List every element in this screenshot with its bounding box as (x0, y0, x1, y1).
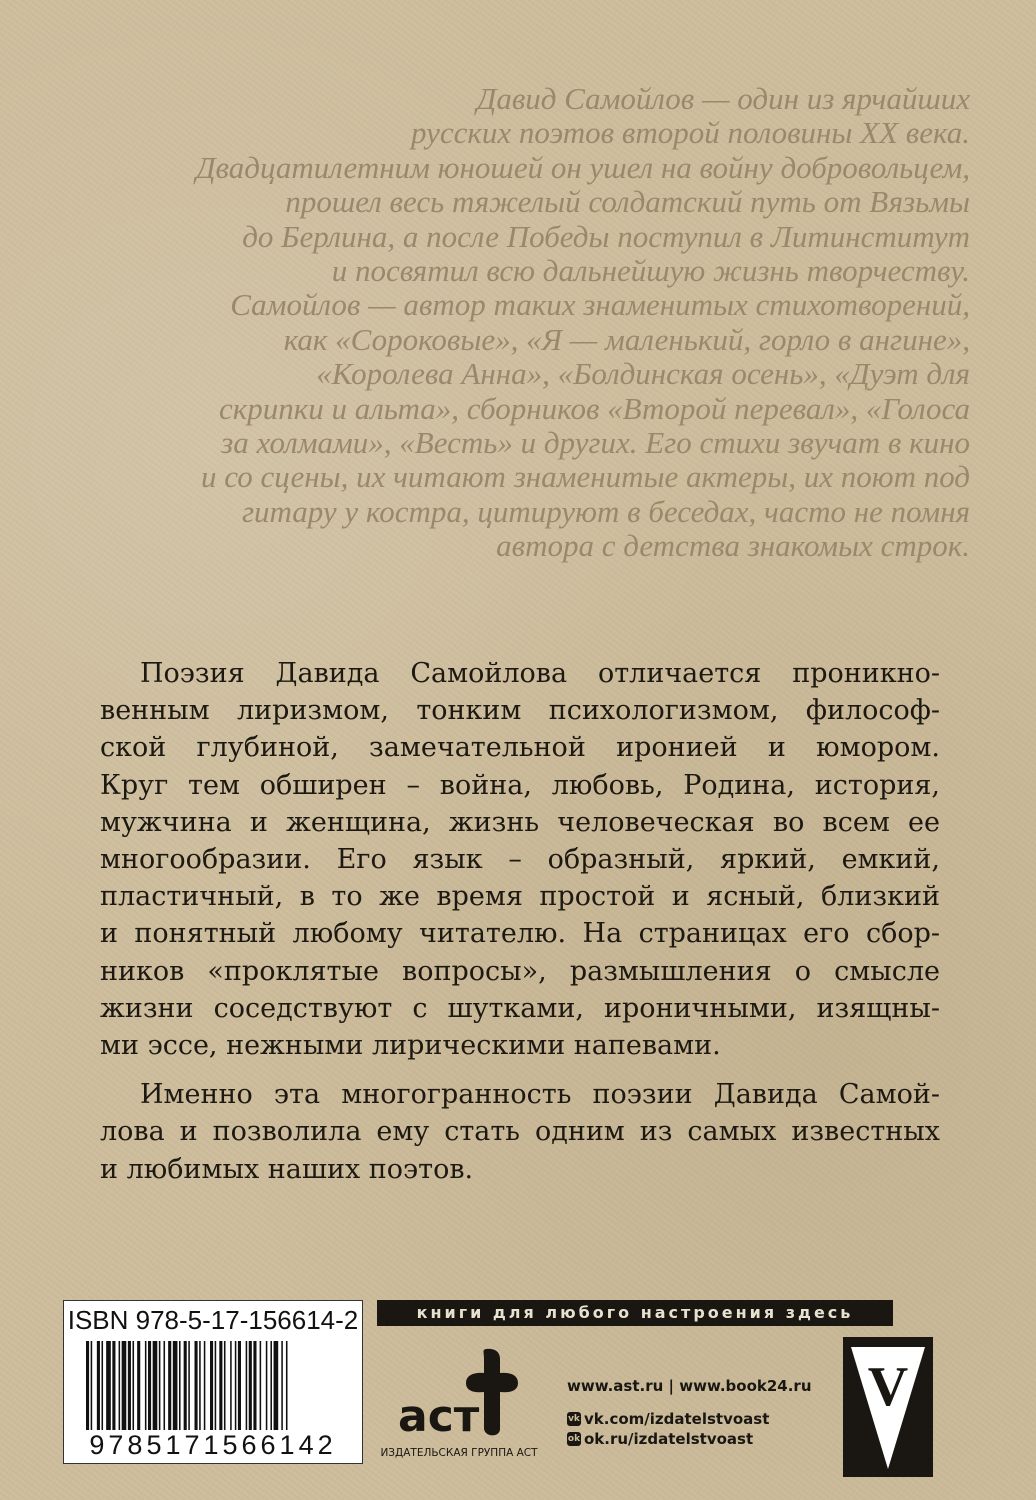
text-line: жизни соседствуют с шутками, ироничными, изящны- (100, 992, 940, 1024)
barcode-bar (153, 1341, 158, 1431)
barcode-bar (215, 1341, 217, 1431)
blurb-line: Самойлов — автор таких знаменитых стихотворений, (230, 287, 970, 323)
blurb-line: Двадцатилетним юношей он ушел на войну добровольцем, (195, 149, 970, 185)
description-text (100, 655, 940, 1188)
blurb-line: до Берлина, а после Победы поступил в Литинститут (242, 218, 970, 254)
blurb-line: «Королева Анна», «Болдинская осень», «Дуэт для (316, 356, 970, 392)
barcode-bar (106, 1341, 111, 1431)
barcode-bar (97, 1341, 100, 1431)
barcode-bar (91, 1341, 93, 1431)
barcode-bar (230, 1341, 232, 1431)
publisher-name: ИЗДАТЕЛЬСКАЯ ГРУППА АСТ (380, 1447, 538, 1459)
barcode-bar (112, 1341, 115, 1431)
isbn-label: ISBN 978-5-17-156614-2 (67, 1305, 359, 1335)
vk-url: vk.com/izdatelstvoast (584, 1410, 770, 1428)
barcode-bar (195, 1341, 198, 1431)
barcode-bar (253, 1341, 256, 1431)
paragraph (100, 655, 940, 1064)
ok-icon: ok (567, 1434, 581, 1444)
barcode-bar (199, 1341, 201, 1431)
v-imprint-logo (843, 1337, 933, 1477)
barcode-bar (270, 1341, 272, 1431)
barcode-bar (133, 1341, 135, 1431)
text-line: ской глубиной, замечательной иронией и юмором. (100, 732, 940, 764)
barcode-bar (173, 1341, 178, 1431)
blurb-line: прошел весь тяжелый солдатский путь от Вязьмы (285, 184, 970, 220)
barcode-bar (260, 1341, 262, 1431)
website-links[interactable]: www.ast.ru | www.book24.ru (567, 1377, 812, 1395)
barcode-bar (137, 1341, 140, 1431)
barcode-bar (246, 1341, 248, 1431)
barcode-bar (266, 1341, 268, 1431)
barcode-bar (249, 1341, 252, 1431)
barcode-bar (102, 1341, 104, 1431)
text-line: лова и позволила ему стать одним из самых известных (100, 1116, 940, 1148)
barcode-bar (274, 1341, 279, 1431)
blurb-line: гитару у костра, цитируют в беседах, часто не помня (241, 493, 970, 529)
text-line: Круг тем обширен – война, любовь, Родина, история, (100, 769, 940, 801)
isbn-barcode (63, 1300, 363, 1464)
barcode-bar (122, 1341, 127, 1431)
blurb-line: Давид Самойлов — один из ярчайших (476, 81, 970, 116)
text-line: и любимых наших поэтов. (100, 1153, 474, 1185)
blurb-line: автора с детства знакомых строк. (496, 528, 970, 564)
barcode-bar (286, 1341, 288, 1431)
barcode-bar (210, 1341, 213, 1431)
barcode-bar (159, 1341, 161, 1431)
slogan-banner: книги для любого настроения здесь (377, 1300, 893, 1326)
barcode-bar (148, 1341, 151, 1431)
text-line: ми эссе, нежными лирическими напевами. (100, 1030, 721, 1062)
ast-logo-icon (390, 1345, 520, 1441)
blurb-line: русских поэтов второй половины XX века. (411, 115, 970, 151)
ok-link[interactable] (567, 1430, 753, 1448)
barcode-bar (224, 1341, 226, 1431)
vk-icon: vk (568, 1414, 580, 1424)
barcode-bar (119, 1341, 121, 1431)
vk-link[interactable] (567, 1410, 769, 1428)
barcode-bars (86, 1341, 348, 1431)
ast-logo-text: аст (398, 1391, 480, 1441)
barcode-bar (188, 1341, 190, 1431)
text-line: пластичный, в то же время простой и ясный, близкий (100, 881, 940, 913)
barcode-bar (204, 1341, 206, 1431)
blurb-line: как «Сороковые», «Я — маленький, горло в ангине», (283, 321, 970, 357)
barcode-bar (86, 1341, 89, 1431)
barcode-bar (164, 1341, 166, 1431)
text-line: и понятный любому читателю. На страницах его сбор- (100, 918, 940, 950)
paragraph (100, 1076, 940, 1188)
text-line: мужчина и женщина, жизнь человеческая во всем ее (100, 806, 940, 838)
barcode-bar (235, 1341, 237, 1431)
blurb-line: скрипки и альта», сборников «Второй перевал», «Голоса (218, 390, 970, 426)
blurb-line: и со сцены, их читают знаменитые актеры, их поют под (200, 459, 970, 495)
text-line: Именно эта многогранность поэзии Давида Самой- (140, 1079, 940, 1111)
barcode-bar (184, 1341, 187, 1431)
barcode-digits: 9785171566142 (64, 1430, 362, 1461)
barcode-bar (219, 1341, 222, 1431)
ok-url: ok.ru/izdatelstvoast (584, 1430, 754, 1448)
text-line: многообразии. Его язык – образный, яркий, емкий, (100, 844, 940, 876)
barcode-bar (168, 1341, 171, 1431)
blurb-line: за холмами», «Весть» и других. Его стихи звучат в кино (221, 425, 970, 461)
barcode-bar (281, 1341, 283, 1431)
v-logo-letter: V (867, 1356, 909, 1418)
text-line: венным лиризмом, тонким психологизмом, философ- (100, 695, 940, 727)
barcode-bar (238, 1341, 241, 1431)
barcode-bar (128, 1341, 131, 1431)
text-line: Поэзия Давида Самойлова отличается проникно- (140, 658, 940, 689)
barcode-bar (145, 1341, 147, 1431)
text-line: ников «проклятые вопросы», размышления о смысле (100, 955, 940, 987)
blurb-line: и посвятил всю дальнейшую жизнь творчеству. (331, 253, 970, 289)
author-blurb (70, 82, 970, 564)
barcode-bar (179, 1341, 181, 1431)
